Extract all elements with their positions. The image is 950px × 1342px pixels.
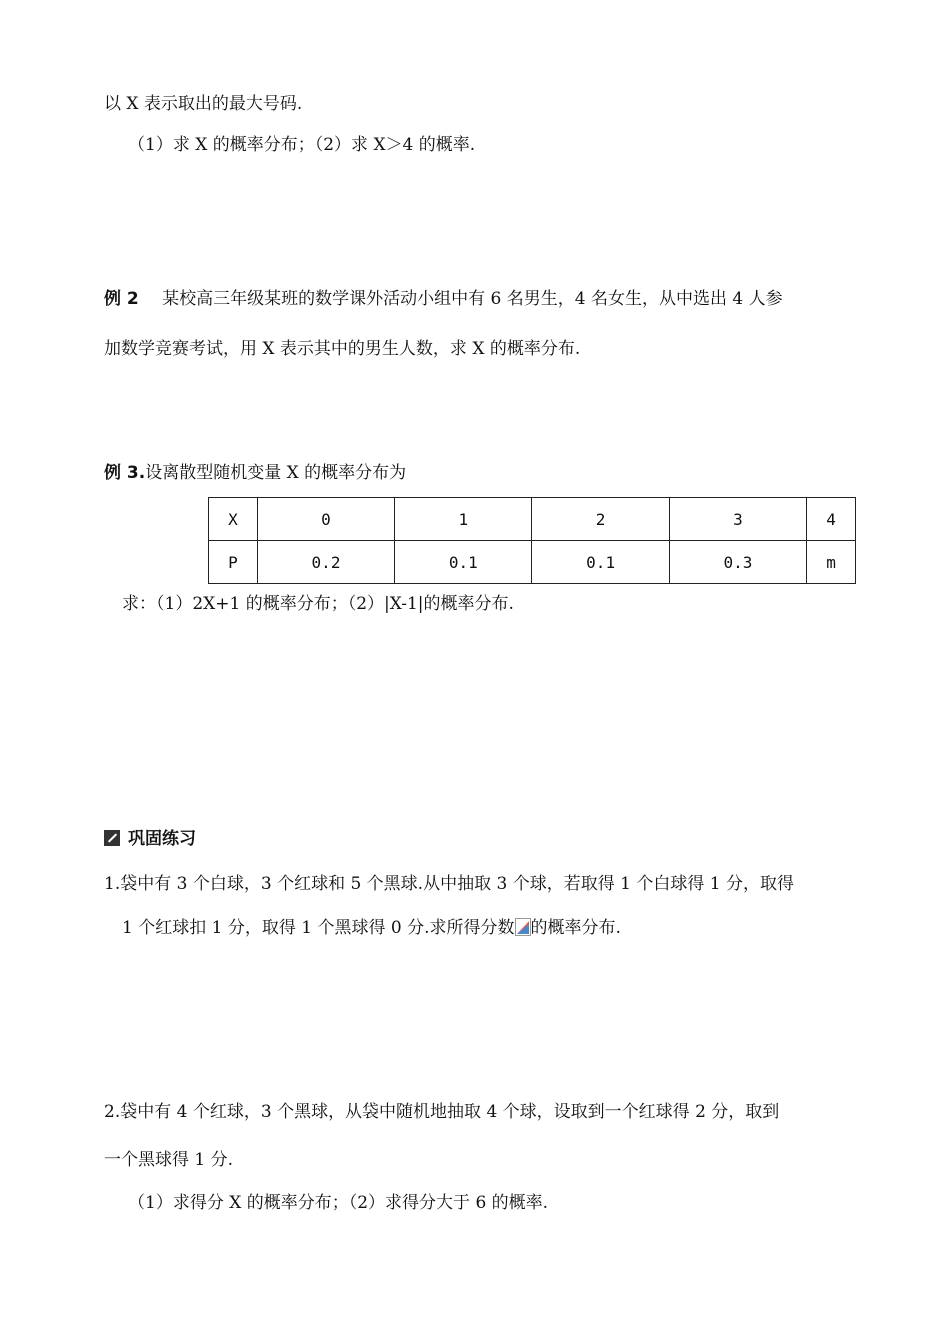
example2-line2: 加数学竞赛考试，用 X 表示其中的男生人数，求 X 的概率分布. [104, 339, 581, 359]
practice1-line2a: 1 个红球扣 1 分，取得 1 个黑球得 0 分.求所得分数 [122, 918, 515, 938]
example3-question: 求：（1）2X+1 的概率分布；（2）|X-1|的概率分布. [122, 594, 514, 614]
example3-intro [104, 462, 406, 484]
table-cell: 0.3 [669, 541, 806, 584]
probability-table [208, 497, 856, 584]
table-cell: 3 [669, 498, 806, 541]
example3-label: 例 3. [104, 463, 146, 483]
example2-label: 例 2 [104, 289, 139, 309]
table-cell: 0.1 [532, 541, 669, 584]
practice2-line2: 一个黑球得 1 分. [104, 1150, 234, 1170]
example2-text1: 某校高三年级某班的数学课外活动小组中有 6 名男生，4 名女生，从中选出 4 人参 [162, 289, 783, 309]
table-cell: 2 [532, 498, 669, 541]
practice1-line2 [122, 917, 621, 939]
practice2-line3: （1）求得分 X 的概率分布；（2）求得分大于 6 的概率. [128, 1193, 549, 1213]
table-row [209, 541, 856, 584]
practice1-line1: 1.袋中有 3 个白球，3 个红球和 5 个黑球.从中抽取 3 个球，若取得 1 个白球得 1 分，取得 [104, 874, 794, 894]
practice-heading [104, 828, 196, 850]
example2-line1 [104, 288, 783, 310]
example3-intro-text: 设离散型随机变量 X 的概率分布为 [145, 463, 407, 483]
table-cell: X [209, 498, 258, 541]
practice2-line1: 2.袋中有 4 个红球，3 个黑球，从袋中随机地抽取 4 个球，设取到一个红球得 2 分，取到 [104, 1102, 780, 1122]
table-cell: 0 [257, 498, 394, 541]
table-cell: 4 [807, 498, 856, 541]
table-cell: 0.1 [395, 541, 532, 584]
pencil-icon [104, 830, 120, 846]
practice1-line2b: 的概率分布. [530, 918, 621, 938]
broken-image-icon [515, 918, 531, 936]
table-cell: 1 [395, 498, 532, 541]
practice-heading-text: 巩固练习 [128, 829, 196, 849]
q1-line1: 以 X 表示取出的最大号码. [104, 94, 303, 114]
q1-line2: （1）求 X 的概率分布；（2）求 X＞4 的概率. [128, 135, 476, 155]
table-row [209, 498, 856, 541]
table-cell: m [807, 541, 856, 584]
table-cell: P [209, 541, 258, 584]
table-cell: 0.2 [257, 541, 394, 584]
